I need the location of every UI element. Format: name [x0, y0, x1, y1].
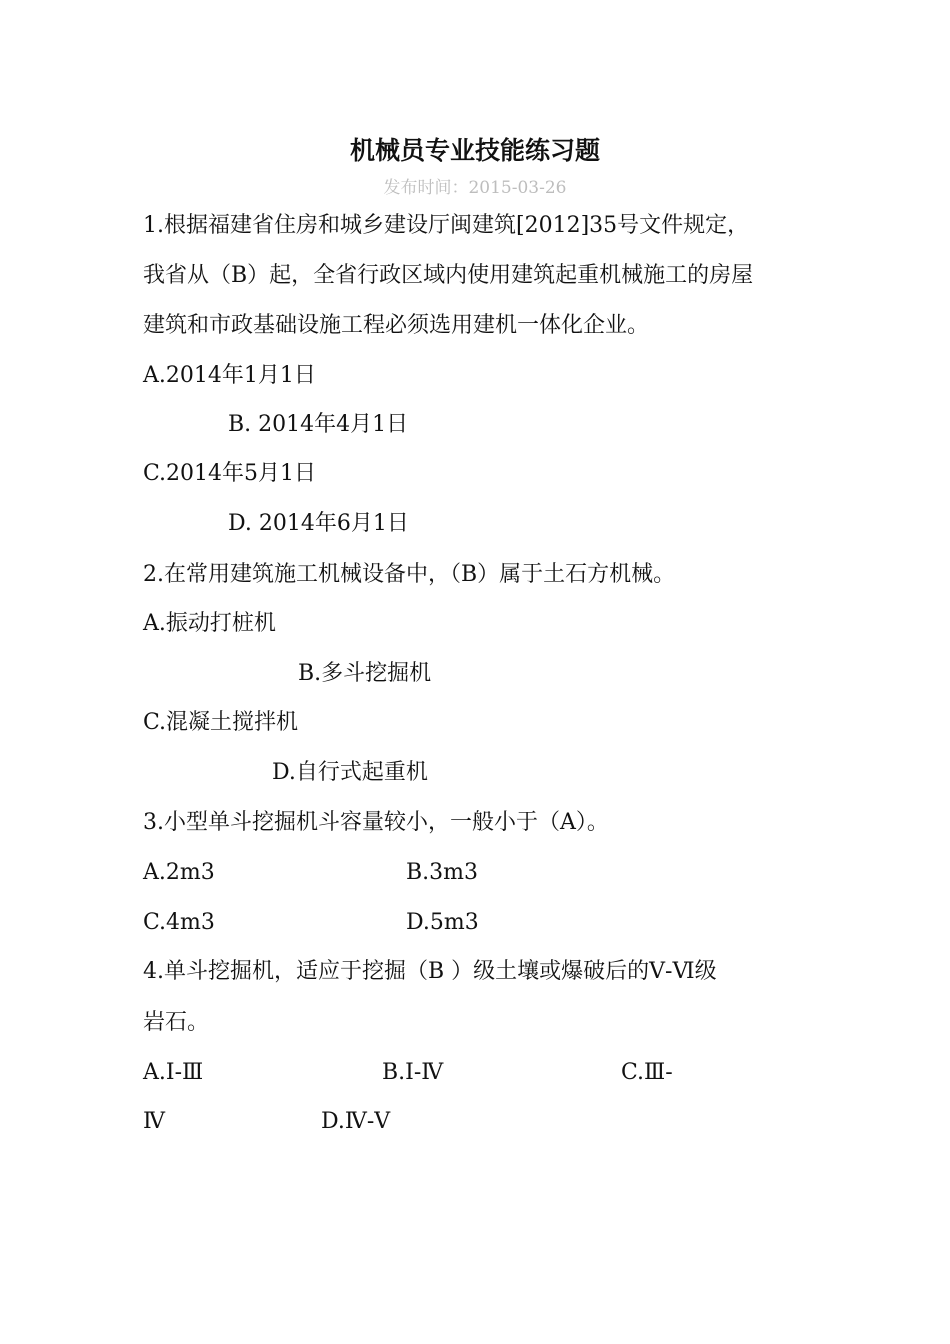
question-2-stem: 2.在常用建筑施工机械设备中，（B）属于土石方机械。	[143, 562, 676, 587]
question-4-option-c-continued: Ⅳ	[143, 1109, 165, 1134]
question-1-option-b: B. 2014年4月1日	[228, 412, 409, 437]
question-4-stem-line-2: 岩石。	[143, 1010, 210, 1035]
question-4-option-a: A.Ⅰ-Ⅲ	[143, 1060, 204, 1085]
question-2-option-d: D.自行式起重机	[272, 760, 428, 785]
question-4-stem-line-1: 4.单斗挖掘机，适应于挖掘（B ）级土壤或爆破后的Ⅴ-Ⅵ级	[143, 959, 717, 984]
question-3-option-b: B.3m3	[406, 860, 479, 885]
question-4-option-d: D.Ⅳ-Ⅴ	[321, 1109, 391, 1134]
question-2-option-a: A.振动打桩机	[143, 611, 276, 636]
question-1-stem-line-3: 建筑和市政基础设施工程必须选用建机一体化企业。	[143, 313, 650, 338]
question-1-stem-line-1: 1.根据福建省住房和城乡建设厅闽建筑[2012]35号文件规定，	[143, 213, 750, 238]
document-title: 机械员专业技能练习题	[349, 136, 600, 165]
question-1-option-c: C.2014年5月1日	[143, 461, 317, 486]
question-2-option-b: B.多斗挖掘机	[298, 661, 432, 686]
question-3-option-d: D.5m3	[406, 910, 479, 935]
question-1-option-a: A.2014年1月1日	[143, 363, 316, 388]
question-1-stem-line-2: 我省从（B）起，全省行政区域内使用建筑起重机械施工的房屋	[143, 263, 754, 288]
question-2-option-c: C.混凝土搅拌机	[143, 710, 299, 735]
question-1-option-d: D. 2014年6月1日	[228, 511, 409, 536]
question-4-option-c: C.Ⅲ-	[621, 1060, 673, 1085]
question-3-option-c: C.4m3	[143, 910, 215, 935]
question-4-option-b: B.Ⅰ-Ⅳ	[382, 1060, 444, 1085]
question-3-stem: 3.小型单斗挖掘机斗容量较小，一般小于（A）。	[143, 810, 609, 835]
publish-date: 发布时间：2015-03-26	[383, 178, 567, 198]
question-3-option-a: A.2m3	[143, 860, 215, 885]
